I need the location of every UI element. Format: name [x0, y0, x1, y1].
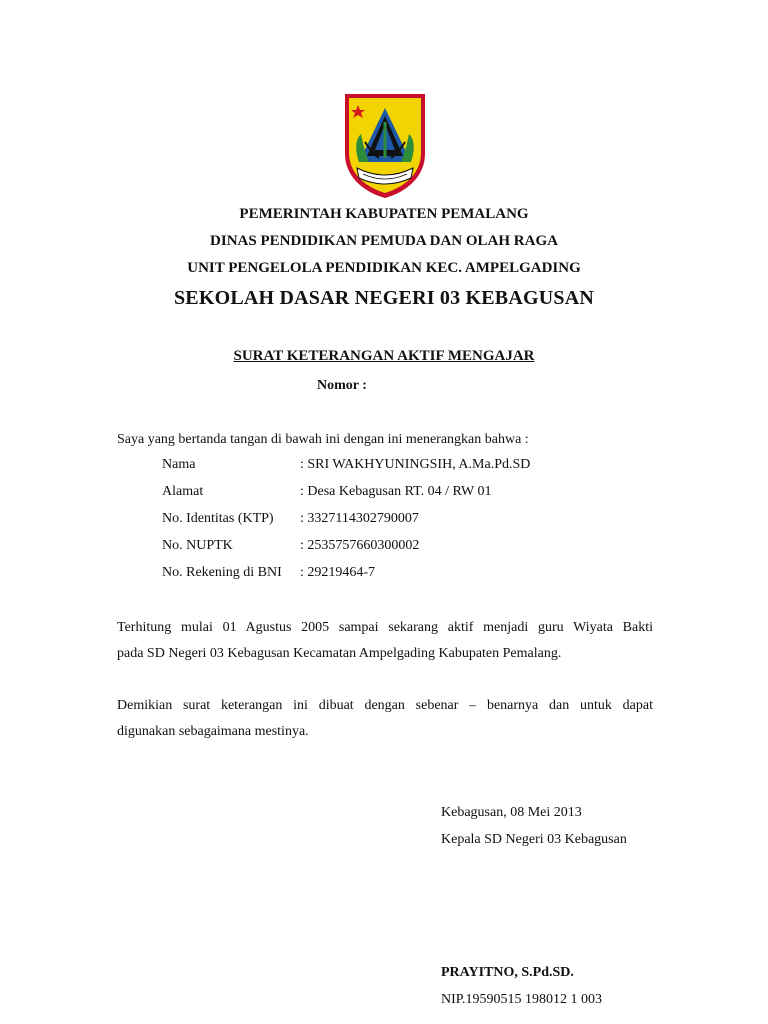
field-value-id-number: : 3327114302790007 — [300, 511, 419, 526]
field-label-address: Alamat — [162, 484, 204, 499]
field-label-nuptk: No. NUPTK — [162, 538, 233, 553]
field-value-bank-account: : 29219464-7 — [300, 565, 376, 580]
letter-number-label: Nomor : — [317, 378, 367, 393]
closing-paragraph — [117, 693, 653, 745]
field-label-id-number: No. Identitas (KTP) — [162, 511, 274, 526]
signer-name: PRAYITNO, S.Pd.SD. — [441, 965, 574, 980]
field-label-name: Nama — [162, 457, 196, 472]
signature-place-date: Kebagusan, 08 Mei 2013 — [441, 805, 582, 820]
statement-paragraph — [117, 615, 653, 667]
letterhead-school-name: SEKOLAH DASAR NEGERI 03 KEBAGUSAN — [173, 287, 594, 309]
letter-intro: Saya yang bertanda tangan di bawah ini dengan ini menerangkan bahwa : — [117, 432, 529, 447]
field-label-bank-account: No. Rekening di BNI — [162, 565, 282, 580]
pemalang-regency-emblem — [343, 92, 427, 200]
statement-line-1: Terhitung mulai 01 Agustus 2005 sampai sekarang aktif menjadi guru Wiyata Bakti — [117, 620, 653, 635]
statement-line-2: pada SD Negeri 03 Kebagusan Kecamatan Ampelgading Kabupaten Pemalang. — [117, 646, 562, 661]
letterhead-department: DINAS PENDIDIKAN PEMUDA DAN OLAH RAGA — [210, 233, 558, 249]
letterhead-unit: UNIT PENGELOLA PENDIDIKAN KEC. AMPELGADING — [187, 260, 581, 276]
closing-line-1: Demikian surat keterangan ini dibuat dengan sebenar – benarnya dan untuk dapat — [117, 698, 653, 713]
field-value-address: : Desa Kebagusan RT. 04 / RW 01 — [300, 484, 492, 499]
signer-nip: NIP.19590515 198012 1 003 — [441, 992, 603, 1007]
letter-title: SURAT KETERANGAN AKTIF MENGAJAR — [233, 348, 535, 364]
signature-position: Kepala SD Negeri 03 Kebagusan — [441, 832, 627, 847]
field-value-name: : SRI WAKHYUNINGSIH, A.Ma.Pd.SD — [300, 457, 531, 472]
letterhead-government: PEMERINTAH KABUPATEN PEMALANG — [239, 206, 529, 222]
field-value-nuptk: : 2535757660300002 — [300, 538, 420, 553]
closing-line-2: digunakan sebagaimana mestinya. — [117, 724, 309, 739]
